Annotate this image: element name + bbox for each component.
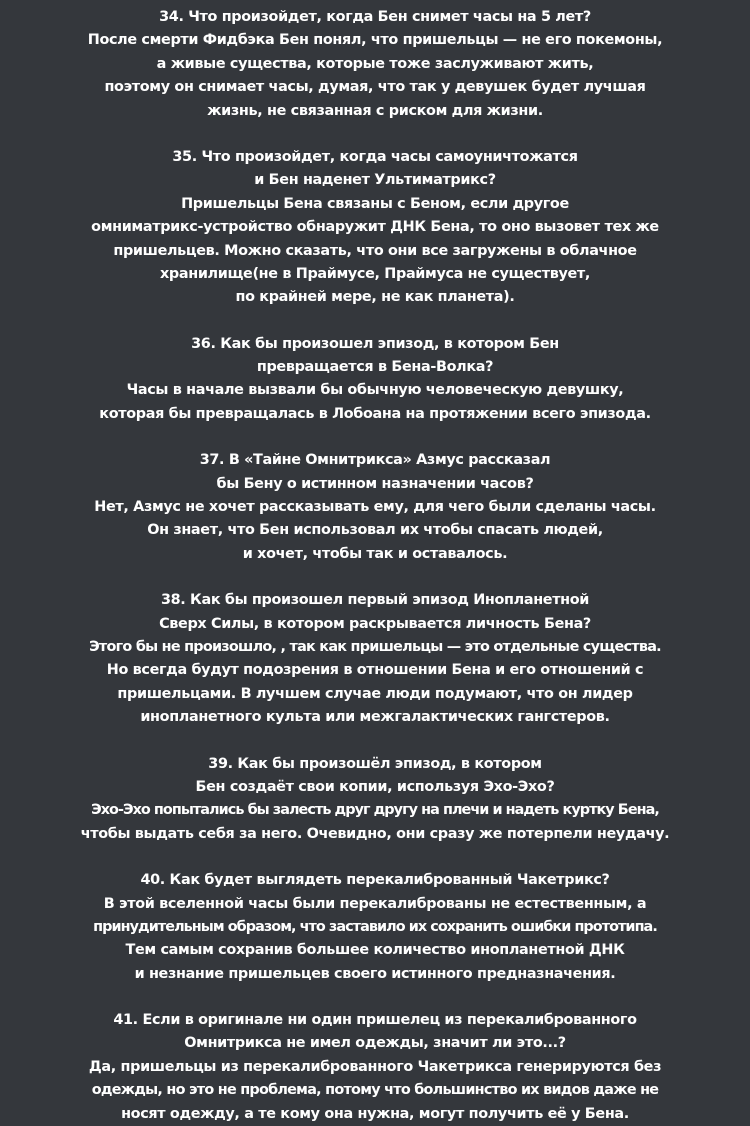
answer-line: После смерти Фидбэка Бен понял, что пришельцы — не его покемоны, xyxy=(87,32,663,49)
qa-entry-41 xyxy=(0,1009,750,1126)
answer-line: по крайней мере, не как планета). xyxy=(235,289,515,306)
question-line: 34. Что произойдет, когда Бен снимет часы на 5 лет? xyxy=(159,9,591,25)
answer-line: омниматрикс-устройство обнаружит ДНК Бена, то оно вызовет тех же xyxy=(91,219,659,236)
answer-line: пришельцев. Можно сказать, что они все загружены в облачное xyxy=(113,242,637,259)
answer-line: Он знает, что Бен использовал их чтобы спасать людей, xyxy=(147,522,603,539)
answer-line: и хочет, чтобы так и оставалось. xyxy=(242,545,508,562)
answer-line: Пришельцы Бена связаны с Беном, если другое xyxy=(181,195,569,212)
question-line: 35. Что произойдет, когда часы самоуничтожатся xyxy=(172,148,578,165)
answer-line: В этой вселенной часы были перекалиброваны не естественным, а xyxy=(103,895,647,912)
qa-entry-40 xyxy=(0,869,750,986)
answer-line: Часы в начале вызвали бы обычную человеческую девушку, xyxy=(126,382,624,399)
question-line: Сверх Силы, в котором раскрывается личность Бена? xyxy=(159,615,591,632)
answer-line: поэтому он снимает часы, думая, что так у девушек будет лучшая xyxy=(104,79,646,96)
answer-line: Да, пришельцы из перекалиброванного Чакетрикса генерируются без xyxy=(88,1058,662,1075)
answer-line: инопланетного культа или межгалактических гангстеров. xyxy=(140,709,610,726)
question-line: Омнитрикса не имел одежды, значит ли это...? xyxy=(184,1035,566,1052)
qa-entry-35 xyxy=(0,146,750,310)
qa-entry-34 xyxy=(0,6,750,123)
question-line: бы Бену о истинном назначении часов? xyxy=(216,475,534,492)
question-line: 38. Как бы произошел первый эпизод Инопланетной xyxy=(160,592,590,609)
answer-line: Нет, Азмус не хочет рассказывать ему, для чего были сделаны часы. xyxy=(94,499,656,516)
answer-line: а живые существа, которые тоже заслуживают жить, xyxy=(156,55,594,72)
answer-line: и незнание пришельцев своего истинного предназначения. xyxy=(134,965,616,982)
qa-entry-39 xyxy=(0,753,750,847)
answer-line: Эхо-Эхо попытались бы залесть друг другу на плечи и надеть куртку Бена, xyxy=(91,802,659,819)
qa-entry-36 xyxy=(0,333,750,427)
answer-line: одежды, но это не проблема, потому что большинство их видов даже не xyxy=(91,1082,659,1099)
question-line: 36. Как бы произошел эпизод, в котором Бен xyxy=(191,335,559,352)
answer-line: Тем самым сохранив большее количество инопланетной ДНК xyxy=(125,942,625,959)
question-line: 37. В «Тайне Омнитрикса» Азмус рассказал xyxy=(199,452,551,469)
question-line: 39. Как бы произошёл эпизод, в котором xyxy=(208,755,542,772)
question-line: Бен создаёт свои копии, используя Эхо-Эхо? xyxy=(195,778,555,795)
question-line: и Бен наденет Ультиматрикс? xyxy=(254,172,496,189)
qa-entry-37 xyxy=(0,449,750,566)
question-line: 40. Как будет выглядеть перекалиброванный Чакетрикс? xyxy=(140,872,610,889)
answer-line: чтобы выдать себя за него. Очевидно, они сразу же потерпели неудачу. xyxy=(80,825,670,842)
answer-line: пришельцами. В лучшем случае люди подумают, что он лидер xyxy=(117,685,633,702)
answer-line: принудительным образом, что заставило их сохранить ошибки прототипа. xyxy=(93,918,657,935)
question-line: 41. Если в оригинале ни один пришелец из перекалиброванного xyxy=(113,1012,637,1029)
answer-line: хранилище(не в Праймусе, Праймуса не существует, xyxy=(159,265,591,282)
answer-line: жизнь, не связанная с риском для жизни. xyxy=(207,102,543,119)
answer-line: носят одежду, а те кому она нужна, могут получить её у Бена. xyxy=(121,1105,629,1122)
qa-entry-38 xyxy=(0,589,750,729)
answer-line: которая бы превращалась в Лобоана на протяжении всего эпизода. xyxy=(99,405,651,422)
question-line: превращается в Бена-Волка? xyxy=(256,359,494,376)
answer-line: Но всегда будут подозрения в отношении Бена и его отношений с xyxy=(106,662,644,679)
answer-line: Этого бы не произошло, , так как пришельцы — это отдельные существа. xyxy=(89,638,661,655)
